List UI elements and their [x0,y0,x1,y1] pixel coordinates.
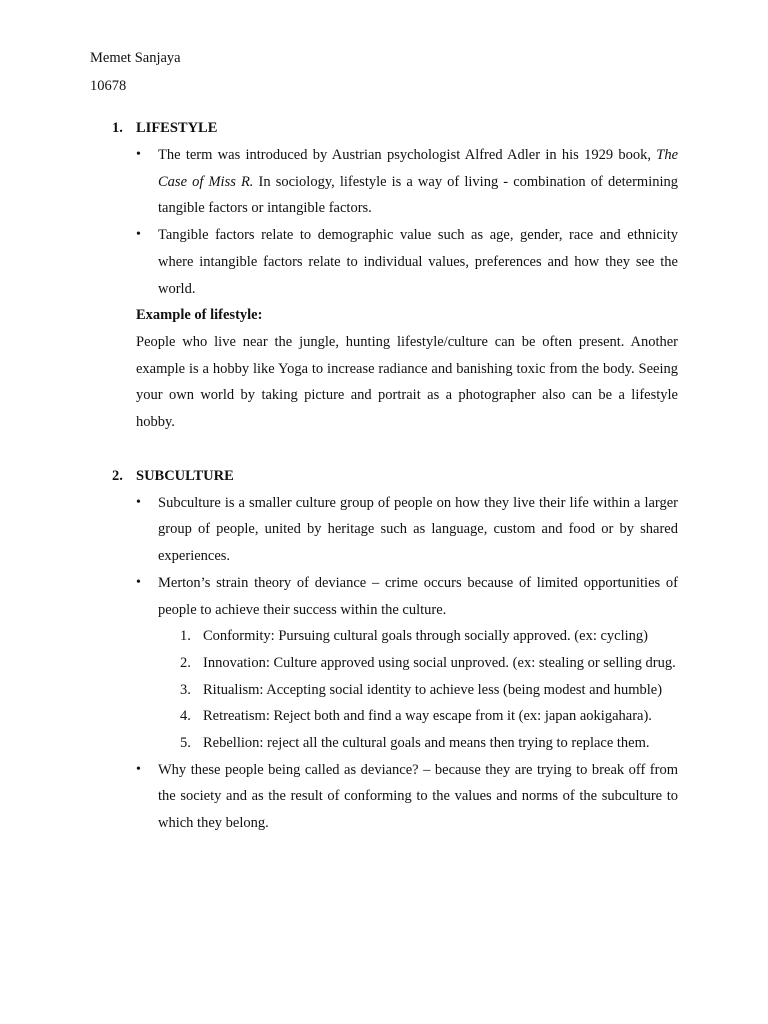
example-heading: Example of lifestyle: [136,307,263,324]
section-lifestyle-heading [112,115,678,142]
list-item: 4. Retreatism: Reject both and find a way escape from it (ex: japan aokigahara). [180,708,652,725]
bullet-item [112,570,678,757]
lifestyle-bullets [112,142,678,302]
section-title: SUBCULTURE [136,467,234,484]
bullet-item: • Subculture is a smaller culture group of people on how they live their life within a larger group of people, united by heritage such as language, custom and food or by shared experiences. [112,490,678,570]
bullet-item: • Why these people being called as deviance? – because they are trying to break off from the society and as the result of conforming to the values and norms of the subculture to which they belong. [112,757,678,837]
bullet-text: The term was introduced by Austrian psychologist Alfred Adler in his 1929 book, [158,147,657,163]
list-item: 3. Ritualism: Accepting social identity to achieve less (being modest and humble) [180,681,663,698]
deviance-types-list [158,623,678,757]
list-item: 5. Rebellion: reject all the cultural goals and means then trying to replace them. [180,735,650,752]
document-body [112,115,678,837]
list-item: 1. Conformity: Pursuing cultural goals through socially approved. (ex: cycling) [180,628,648,645]
bullet-text: In sociology, lifestyle is a way of living - combination of determining tangible factors or intangible factors. [158,173,679,217]
subculture-bullets [112,490,678,837]
bullet-item [112,142,678,222]
document-header [90,44,181,100]
section-number: 2. [112,467,123,484]
section-title: LIFESTYLE [136,120,218,136]
example-paragraph: People who live near the jungle, hunting lifestyle/culture can be often present. Another example is a hobby like Yoga to increase radiance and banishing toxic from the body. Seeing your own world by taking picture and portrait as a photographer also can be a lifestyle hobby. [136,333,678,431]
author-name: Memet Sanjaya [90,50,181,66]
list-item: 2. Innovation: Culture approved using social unproved. (ex: stealing or selling drug. [180,654,676,671]
book-title: The Case of Miss R. [158,147,678,190]
bullet-item: • Tangible factors relate to demographic value such as age, gender, race and ethnicity where intangible factors relate to individual values, preferences and how they see the world. [112,222,678,302]
bullet-text: Merton’s strain theory of deviance – crime occurs because of limited opportunities of people to achieve their success within the culture. [158,574,678,618]
section-number: 1. [112,120,123,136]
section-subculture-heading [112,463,678,490]
student-id: 10678 [90,78,127,94]
